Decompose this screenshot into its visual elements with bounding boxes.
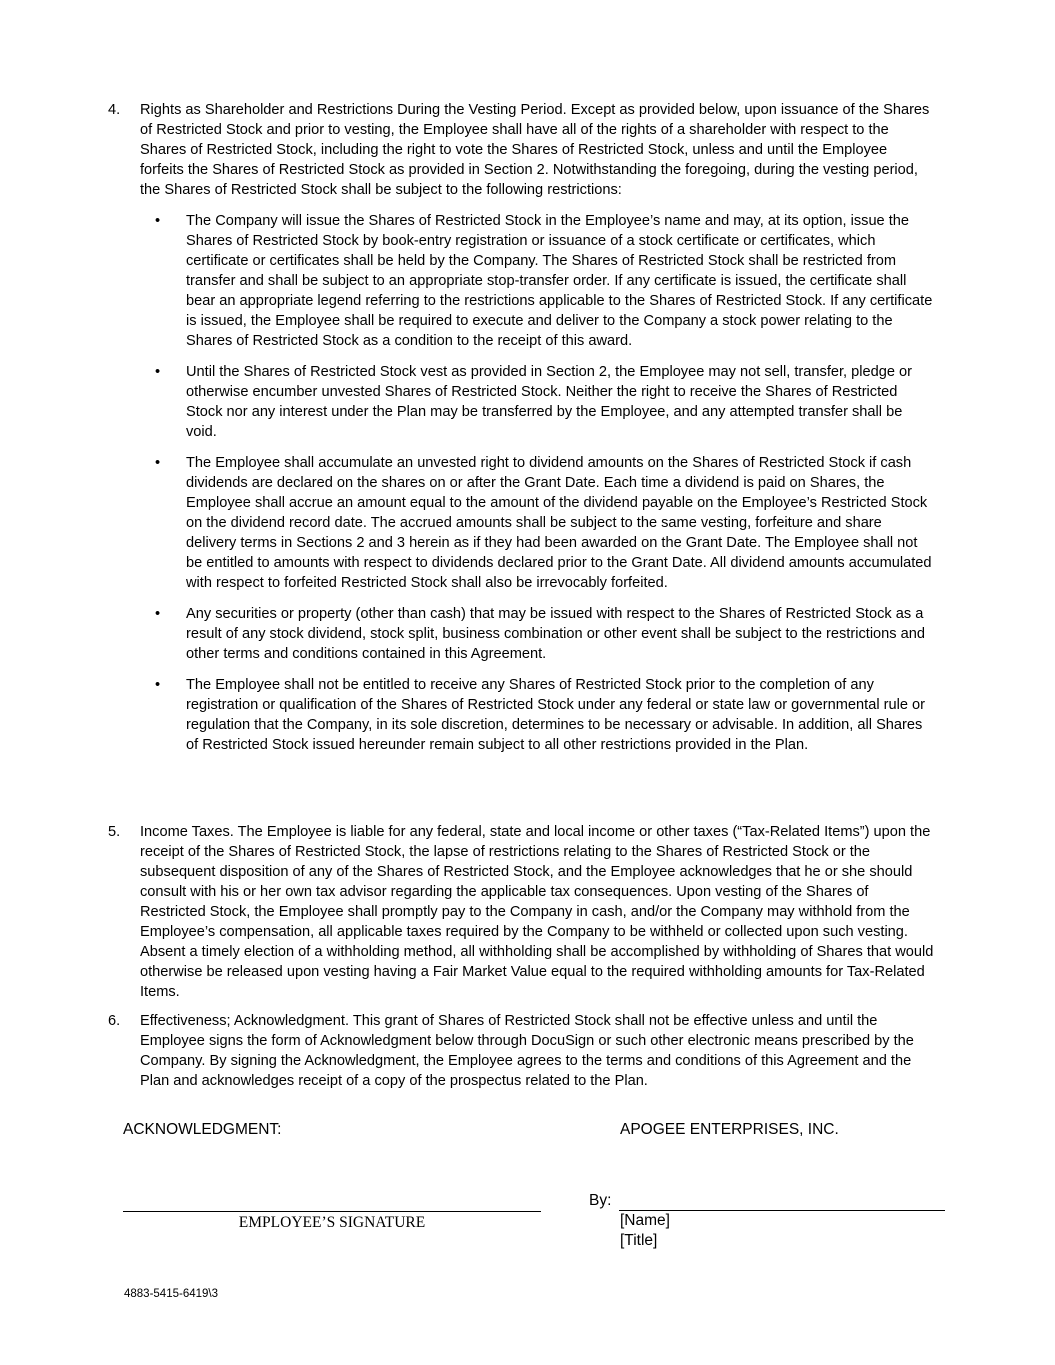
- section-6: [108, 1011, 934, 1091]
- name-placeholder: [Name]: [620, 1212, 670, 1229]
- bullet-icon: •: [155, 606, 161, 622]
- section-text: Income Taxes. The Employee is liable for any federal, state and local income or other taxes (“Tax-Related Items”) upon the receipt of the Shares of Restricted Stock, the lapse of restrictions relating to the Shares of Restricted Stock or the subsequent disposition of any of the Shares of Restricted Stock, and the Employee acknowledges that he or she should consult with his or her own tax advisor regarding the applicable tax consequences. Upon vesting of the Shares of Restricted Stock, the Employee shall promptly pay to the Company in cash, and/or the Company may withhold from the Employee’s compensation, all applicable taxes required by the Company to be withheld or collected upon such vesting. Absent a timely election of a withholding method, all withholding shall be accomplished by withholding of Shares that would otherwise be released upon vesting having a Fair Market Value equal to the required withholding amounts for Tax-Related Items.: [140, 824, 934, 1000]
- bullet-icon: •: [155, 364, 161, 380]
- bullet-icon: •: [155, 213, 161, 229]
- list-item: [155, 453, 935, 593]
- section-number: 6.: [108, 1013, 121, 1029]
- acknowledgment-label: ACKNOWLEDGMENT:: [123, 1121, 282, 1138]
- section-text: Rights as Shareholder and Restrictions During the Vesting Period. Except as provided below, upon issuance of the Shares of Restricted Stock and prior to vesting, the Employee shall have all of the rights of a shareholder with respect to the Shares of Restricted Stock, including the right to vote the Shares of Restricted Stock, unless and until the Employee forfeits the Shares of Restricted Stock as provided in Section 2. Notwithstanding the foregoing, during the vesting period, the Shares of Restricted Stock shall be subject to the following restrictions:: [140, 102, 930, 198]
- by-label: By:: [589, 1192, 612, 1209]
- list-item: [155, 211, 935, 351]
- section-4: [108, 100, 934, 200]
- section-number: 5.: [108, 824, 121, 840]
- document-id: 4883-5415-6419\3: [124, 1288, 218, 1300]
- section-5: [108, 822, 934, 1002]
- employee-signature-caption: EMPLOYEE’S SIGNATURE: [238, 1214, 426, 1231]
- list-item-text: The Employee shall accumulate an unvested right to dividend amounts on the Shares of Restricted Stock if cash dividends are declared on the shares on or after the Grant Date. Each time a dividend is paid on Shares, the Employee shall accrue an amount equal to the amount of the dividend payable on the Employee’s Restricted Stock on the dividend record date. The accrued amounts shall be subject to the same vesting, forfeiture and share delivery terms in Sections 2 and 3 herein as if they had been awarded on the Grant Date. The Employee shall not be entitled to amounts with respect to dividends declared prior to the Grant Date. All dividend amounts accumulated with respect to forfeited Restricted Stock shall also be irrevocably forfeited.: [186, 455, 932, 591]
- title-placeholder: [Title]: [620, 1232, 658, 1249]
- bullet-icon: •: [155, 677, 161, 693]
- list-item: [155, 675, 935, 755]
- company-label: APOGEE ENTERPRISES, INC.: [620, 1121, 839, 1138]
- bullet-icon: •: [155, 455, 161, 471]
- list-item: [155, 362, 935, 442]
- employee-signature-line[interactable]: [123, 1211, 541, 1212]
- list-item: [155, 604, 935, 664]
- list-item-text: Any securities or property (other than cash) that may be issued with respect to the Shares of Restricted Stock as a result of any stock dividend, stock split, business combination or other event shall be subject to the restrictions and other terms and conditions contained in this Agreement.: [186, 606, 925, 662]
- list-item-text: Until the Shares of Restricted Stock vest as provided in Section 2, the Employee may not sell, transfer, pledge or otherwise encumber unvested Shares of Restricted Stock. Neither the right to receive the Shares of Restricted Stock nor any interest under the Plan may be transferred by the Employee, and any attempted transfer shall be void.: [186, 364, 913, 440]
- list-item-text: The Employee shall not be entitled to receive any Shares of Restricted Stock prior to the completion of any registration or qualification of the Shares of Restricted Stock under any federal or state law or governmental rule or regulation that the Company, in its sole discretion, determines to be necessary or advisable. In addition, all Shares of Restricted Stock issued hereunder remain subject to all other restrictions provided in the Plan.: [186, 677, 925, 753]
- section-number: 4.: [108, 102, 121, 118]
- restrictions-list: [155, 211, 935, 755]
- section-text: Effectiveness; Acknowledgment. This grant of Shares of Restricted Stock shall not be effective unless and until the Employee signs the form of Acknowledgment below through DocuSign or such other electronic means prescribed by the Company. By signing the Acknowledgment, the Employee agrees to the terms and conditions of this Agreement and the Plan and acknowledges receipt of a copy of the prospectus related to the Plan.: [140, 1013, 914, 1089]
- company-signature-line[interactable]: [619, 1210, 945, 1211]
- list-item-text: The Company will issue the Shares of Restricted Stock in the Employee’s name and may, at its option, issue the Shares of Restricted Stock by book-entry registration or issuance of a stock certificate or certificates, which certificate or certificates shall be held by the Company. The Shares of Restricted Stock shall be restricted from transfer and shall be subject to an appropriate stop-transfer order. If any certificate is issued, the certificate shall bear an appropriate legend referring to the restrictions applicable to the Shares of Restricted Stock. If any certificate is issued, the Employee shall be required to execute and deliver to the Company a stock power relating to the Shares of Restricted Stock as a condition to the receipt of this award.: [186, 213, 933, 349]
